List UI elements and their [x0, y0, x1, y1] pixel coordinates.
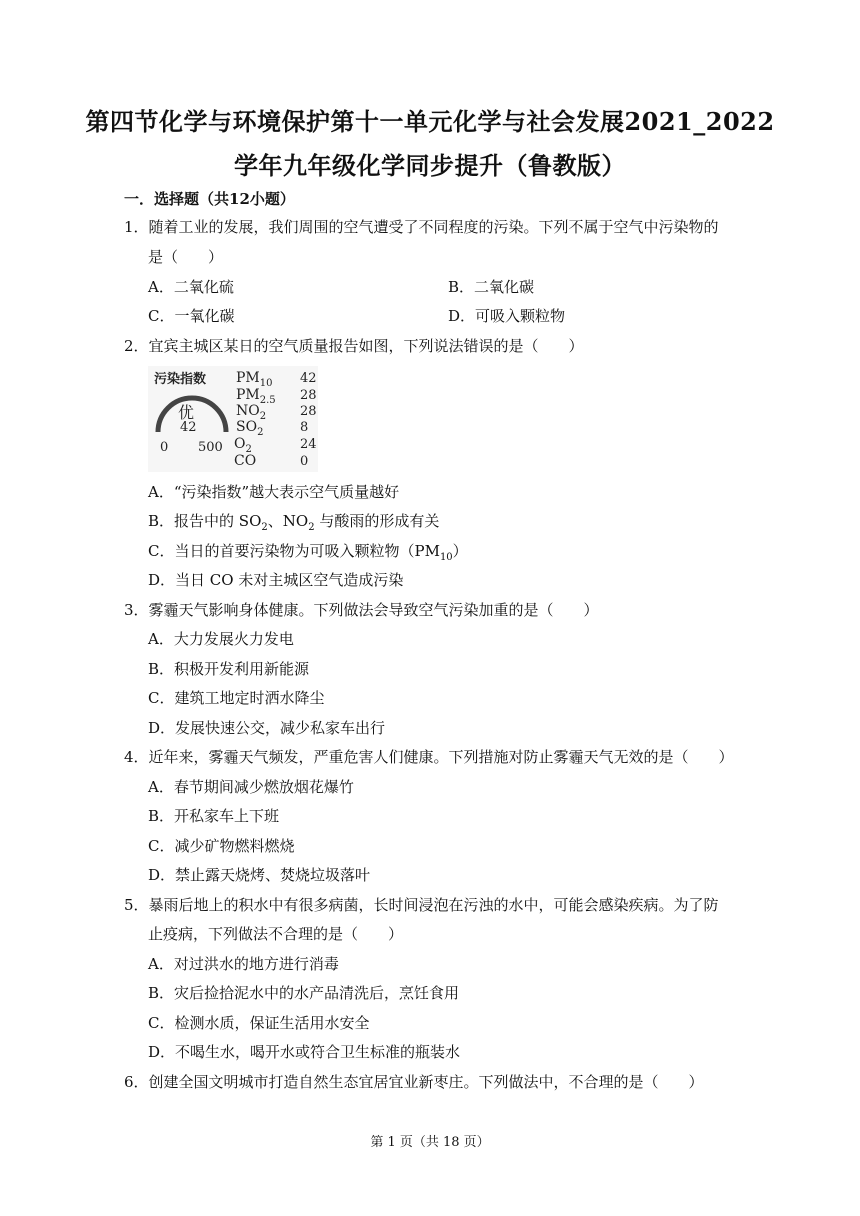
question-5-option-a: A．对过洪水的地方进行消毒 — [148, 955, 339, 973]
question-6-stem: 6．创建全国文明城市打造自然生态宜居宜业新枣庄。下列做法中，不合理的是（ ） — [124, 1073, 704, 1091]
pollutant-name: $PM_{2.5}$ — [236, 387, 276, 406]
question-4-option-a: A．春节期间减少燃放烟花爆竹 — [148, 778, 354, 796]
document-title-line-2: 学年九年级化学同步提升（鲁教版） — [234, 151, 626, 180]
pollutant-name: $SO_2$ — [236, 419, 264, 438]
question-3-stem: 3．雾霾天气影响身体健康。下列做法会导致空气污染加重的是（ ） — [124, 601, 599, 619]
question-1-option-b: B．二氧化碳 — [448, 278, 535, 296]
question-1-option-c: C．一氧化碳 — [148, 307, 235, 325]
question-5-stem-cont: 止疫病，下列做法不合理的是（ ） — [148, 925, 404, 943]
question-4-option-d: D．禁止露天烧烤、焚烧垃圾落叶 — [148, 866, 371, 884]
question-1-option-d: D．可吸入颗粒物 — [448, 307, 566, 325]
figure-scale-min: 0 — [160, 440, 169, 455]
pollutant-value: 24 — [300, 437, 317, 452]
question-2-option-d: D．当日 CO 未对主城区空气造成污染 — [148, 571, 404, 589]
question-1-stem: 1．随着工业的发展，我们周围的空气遭受了不同程度的污染。下列不属于空气中污染物的 — [124, 218, 719, 236]
question-2-option-b: B．报告中的 $SO_2$、$NO_2$ 与酸雨的形成有关 — [148, 512, 440, 533]
pollutant-value: 0 — [300, 454, 309, 469]
figure-heading: 污染指数 — [154, 372, 207, 387]
figure-grade: 优 — [178, 403, 195, 422]
page-footer: 第 1 页（共 18 页） — [370, 1135, 490, 1150]
question-4-stem: 4．近年来，雾霾天气频发，严重危害人们健康。下列措施对防止雾霾天气无效的是（ ） — [124, 748, 734, 766]
question-4-option-b: B．开私家车上下班 — [148, 807, 280, 825]
question-5-option-d: D．不喝生水，喝开水或符合卫生标准的瓶装水 — [148, 1043, 461, 1061]
question-5-stem: 5．暴雨后地上的积水中有很多病菌，长时间浸泡在污浊的水中，可能会感染疾病。为了防 — [124, 896, 719, 914]
document-title-line-1: 第四节化学与环境保护第十一单元化学与社会发展2021_2022 — [85, 107, 775, 136]
air-quality-figure — [148, 366, 318, 472]
question-2-option-a: A．“污染指数”越大表示空气质量越好 — [148, 483, 400, 501]
question-3-option-c: C．建筑工地定时洒水降尘 — [148, 689, 325, 707]
question-3-option-b: B．积极开发利用新能源 — [148, 660, 310, 678]
question-5-option-c: C．检测水质，保证生活用水安全 — [148, 1014, 370, 1032]
pollutant-value: 42 — [300, 371, 317, 386]
question-5-option-b: B．灾后捡拾泥水中的水产品清洗后，烹饪食用 — [148, 984, 460, 1002]
figure-index: 42 — [180, 420, 197, 435]
question-4-option-c: C．减少矿物燃料燃烧 — [148, 837, 295, 855]
question-3-option-a: A．大力发展火力发电 — [148, 630, 294, 648]
pollutant-name: $O_2$ — [234, 436, 252, 455]
question-3-option-d: D．发展快速公交，减少私家车出行 — [148, 719, 386, 737]
question-1-stem-cont: 是（ ） — [148, 248, 224, 266]
pollutant-value: 28 — [300, 404, 317, 419]
section-heading: 一．选择题（共12小题） — [124, 190, 295, 208]
question-2-stem: 2．宜宾主城区某日的空气质量报告如图，下列说法错误的是（ ） — [124, 337, 584, 355]
pollutant-name: $NO_2$ — [236, 403, 267, 422]
pollutant-value: 8 — [300, 420, 309, 435]
question-1-option-a: A．二氧化硫 — [148, 278, 234, 296]
pollutant-name: $PM_{10}$ — [236, 370, 273, 389]
pollutant-name: CO — [234, 453, 257, 469]
question-2-option-c: C．当日的首要污染物为可吸入颗粒物$(PM_{10})$ — [148, 542, 468, 563]
pollutant-value: 28 — [300, 388, 317, 403]
figure-scale-max: 500 — [198, 440, 223, 455]
